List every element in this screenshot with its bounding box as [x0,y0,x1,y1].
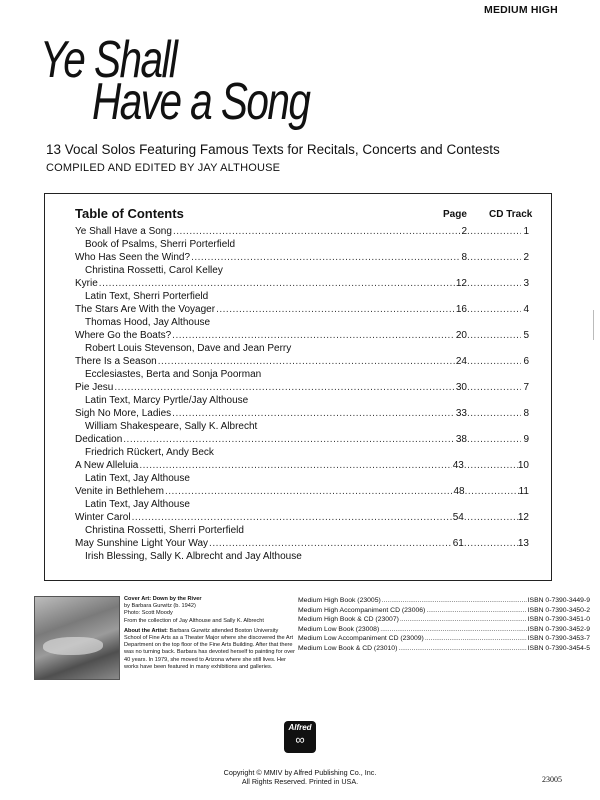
song-page-number: 16 [455,304,467,315]
song-credit: Friedrich Rückert, Andy Beck [85,447,214,458]
cover-art-credits [124,596,296,671]
art-title: Cover Art: Down by the River [124,596,202,602]
song-title: Ye Shall Have a Song [75,226,172,237]
song-page-number: 20 [455,330,467,341]
toc-entry [75,537,529,563]
song-title: Who Has Seen the Wind? [75,252,191,263]
song-credit: Robert Louis Stevenson, Dave and Jean Perry [85,343,292,354]
song-page-number: 24 [455,356,467,367]
leader-dots [426,606,526,616]
book-title-line-1: Ye Shall [40,31,177,89]
leader-dots [467,355,521,368]
song-title: Dedication [75,434,123,445]
cover-art-thumbnail [34,596,120,680]
compiler-credit: COMPILED AND EDITED BY JAY ALTHOUSE [46,162,281,174]
leader-dots [467,433,521,446]
song-page-number: 12 [455,278,467,289]
song-title: A New Alleluia [75,460,139,471]
toc-entry [75,459,529,485]
song-credit: Book of Psalms, Sherri Porterfield [85,239,236,250]
song-page-number: 38 [455,434,467,445]
leader-dots [467,407,521,420]
product-isbn: ISBN 0-7390-3454-5 [527,644,590,652]
catalog-number: 23005 [542,775,562,784]
copyright-line-1: Copyright © MMIV by Alfred Publishing Co., Inc. [223,768,377,777]
product-isbn: ISBN 0-7390-3452-9 [527,625,590,633]
toc-list [75,225,529,563]
song-cd-track: 9 [523,434,529,445]
leader-dots [191,251,460,264]
song-title: Sigh No More, Ladies [75,408,172,419]
toc-entry [75,407,529,433]
toc-entry-line [75,511,529,524]
leader-dots [464,511,518,524]
product-row [298,615,590,625]
toc-entry [75,251,529,277]
toc-entry [75,511,529,537]
copyright-line-2: All Rights Reserved. Printed in USA. [241,777,359,786]
about-artist-label: About the Artist: [124,627,168,634]
product-name: Medium Low Book (23008) [298,625,380,633]
leader-dots [165,485,453,498]
toc-entry-line [75,251,529,264]
toc-entry [75,485,529,511]
product-row [298,634,590,644]
product-row [298,606,590,616]
leader-dots [123,433,455,446]
song-page-number: 61 [452,538,464,549]
scan-artifact [593,310,594,340]
song-page-number: 48 [453,486,465,497]
toc-heading: Table of Contents [75,206,184,221]
leader-dots [172,407,455,420]
leader-dots [216,303,455,316]
leader-dots [467,251,521,264]
toc-entry-line [75,277,529,290]
leader-dots [382,596,527,606]
leader-dots [172,329,455,342]
toc-entry-line [75,303,529,316]
song-cd-track: 2 [523,252,529,263]
product-name: Medium High Book (23005) [298,597,381,604]
product-name: Medium High Accompaniment CD (23006) [298,606,426,614]
leader-dots [465,485,519,498]
toc-entry-line [75,459,529,472]
song-title: Kyrie [75,278,98,289]
toc-entry-line [75,225,529,238]
toc-entry-line [75,407,529,420]
leader-dots [209,537,452,550]
leader-dots [467,381,521,394]
toc-entry-line [75,355,529,368]
song-cd-track: 10 [517,460,529,471]
leader-dots [425,634,527,644]
song-cd-track: 6 [523,356,529,367]
song-cd-track: 12 [517,512,529,523]
song-page-number: 30 [455,382,467,393]
song-cd-track: 13 [517,538,529,549]
leader-dots [467,225,521,238]
song-credit: Christina Rossetti, Sherri Porterfield [85,525,244,536]
product-name: Medium High Book & CD (23007) [298,616,399,624]
song-credit: William Shakespeare, Sally K. Albrecht [85,421,258,432]
leader-dots [467,303,521,316]
alfred-logo [284,721,316,753]
toc-entry-line [75,329,529,342]
toc-entry-line [75,381,529,394]
toc-entry-line [75,433,529,446]
leader-dots [464,537,518,550]
song-title: May Sunshine Light Your Way [75,538,209,549]
song-credit: Latin Text, Jay Althouse [85,473,190,484]
toc-entry [75,225,529,251]
product-isbn: ISBN 0-7390-3453-7 [527,635,590,643]
toc-entry [75,277,529,303]
toc-page-column-header: Page [443,209,467,220]
leader-dots [400,615,527,625]
art-collection: From the collection of Jay Althouse and Sally K. Albrecht [124,617,264,624]
art-photo-credit: Photo: Scott Moody [124,610,173,617]
song-credit: Latin Text, Jay Althouse [85,499,190,510]
song-credit: Latin Text, Sherri Porterfield [85,291,209,302]
leader-dots [132,511,452,524]
leader-dots [398,644,526,654]
song-page-number: 8 [461,252,467,263]
song-title: There Is a Season [75,356,157,367]
product-name: Medium Low Accompaniment CD (23009) [298,635,424,643]
book-title-line-2: Have a Song [92,73,310,131]
toc-track-column-header: CD Track [489,209,533,220]
song-title: Winter Carol [75,512,131,523]
table-of-contents [44,193,552,581]
leader-dots [139,459,451,472]
about-artist-text: Barbara Gurwitz attended Boston University School of Fine Arts as a Theater Major where she discovered the Art Department on the top floor of the Fine Arts Building. After that there was no turning back. Barbara has devoted herself to painting for over 40 years. In 1979, she moved to Arizona where she still lives. Her works have been featured in many exhibitions and galleries. [124,627,296,670]
product-row [298,625,590,635]
song-page-number: 54 [452,512,464,523]
product-isbn: ISBN 0-7390-3451-0 [527,616,590,624]
art-artist: by Barbara Gurwitz (b. 1942) [124,603,196,610]
product-name: Medium Low Book & CD (23010) [298,644,398,652]
song-cd-track: 3 [523,278,529,289]
song-cd-track: 8 [523,408,529,419]
logo-wordmark: Alfred [288,723,312,732]
song-title: The Stars Are With the Voyager [75,304,216,315]
leader-dots [467,277,521,290]
product-row [298,644,590,654]
product-row [298,596,590,606]
song-cd-track: 1 [523,226,529,237]
product-isbn: ISBN 0-7390-3449-9 [527,597,590,604]
leader-dots [114,381,455,394]
toc-entry-line [75,537,529,550]
toc-entry-line [75,485,529,498]
leader-dots [158,355,455,368]
product-list [298,596,590,654]
product-isbn: ISBN 0-7390-3450-2 [527,606,590,614]
leader-dots [464,459,518,472]
song-page-number: 43 [452,460,464,471]
leader-dots [380,625,526,635]
leader-dots [99,277,455,290]
song-title: Venite in Bethlehem [75,486,164,497]
song-page-number: 33 [455,408,467,419]
song-cd-track: 11 [518,486,529,497]
leader-dots [467,329,521,342]
toc-entry [75,433,529,459]
song-credit: Christina Rossetti, Carol Kelley [85,265,223,276]
song-title: Pie Jesu [75,382,114,393]
song-page-number: 2 [461,226,467,237]
song-cd-track: 5 [523,330,529,341]
leader-dots [173,225,461,238]
song-credit: Irish Blessing, Sally K. Albrecht and Jay Althouse [85,551,302,562]
toc-entry [75,329,529,355]
song-cd-track: 7 [523,382,529,393]
subtitle: 13 Vocal Solos Featuring Famous Texts for Recitals, Concerts and Contests [46,142,500,157]
voice-range-label: MEDIUM HIGH [484,4,558,16]
logo-symbol-icon: ∞ [295,732,305,747]
song-cd-track: 4 [523,304,529,315]
toc-entry [75,355,529,381]
toc-entry [75,303,529,329]
toc-entry [75,381,529,407]
song-credit: Thomas Hood, Jay Althouse [85,317,211,328]
song-credit: Latin Text, Marcy Pyrtle/Jay Althouse [85,395,249,406]
song-credit: Ecclesiastes, Berta and Sonja Poorman [85,369,262,380]
song-title: Where Go the Boats? [75,330,172,341]
copyright-notice [0,768,600,786]
